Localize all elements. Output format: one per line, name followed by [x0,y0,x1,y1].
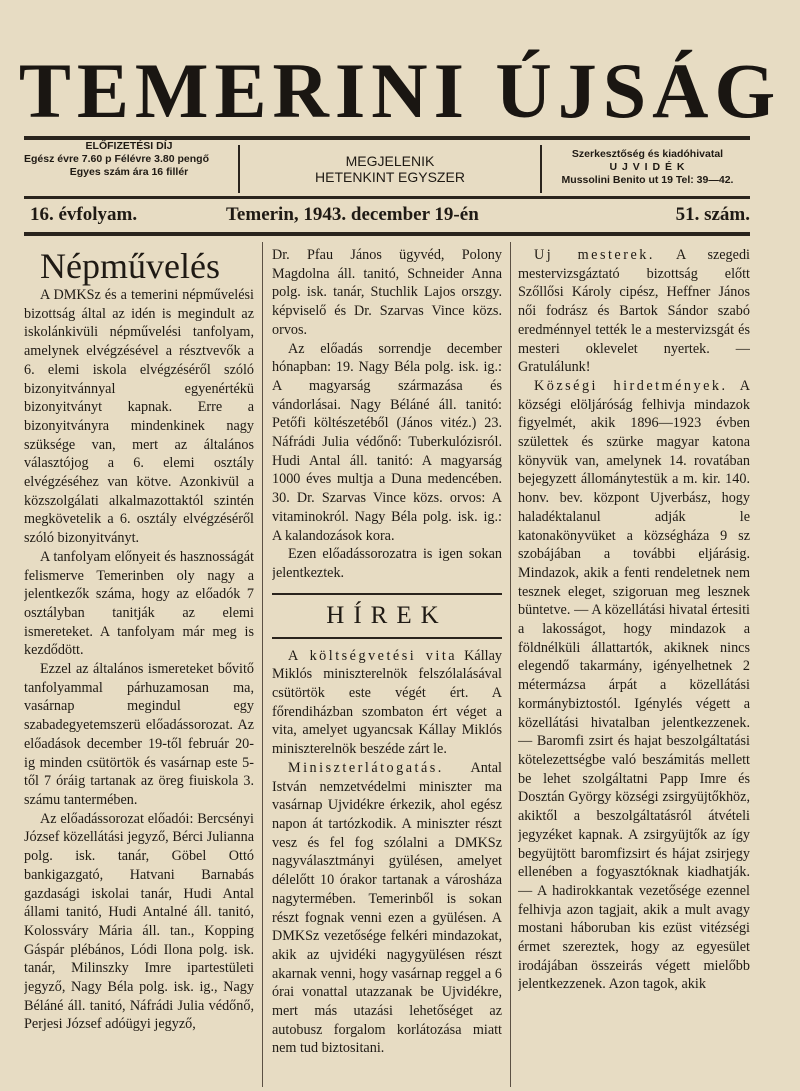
publication-line2: HETENKINT EGYSZER [315,169,465,185]
info-divider-right [540,145,542,193]
masthead-title: TEMERINI ÚJSÁG [18,47,782,134]
column-1 [24,246,254,1086]
article-paragraph: Ezzel az általános ismereteket bővitő tanfolyammal párhuzamosan ma, vasárnap megindul egy szabadegyetemszerü előadássorozat. Az előadások december 19-től február 20-ig minden csütörtök és vasárnap este 5-től 7 óráig tartanak az öreg fiuiskola 3. számu tantermében. [24,661,254,808]
info-divider-left [238,145,240,193]
news-item-heading: Miniszterlátogatás. [288,759,444,776]
news-item-heading: A költségvetési vita [288,647,458,664]
news-section-title: HÍREK [272,593,502,639]
column-2 [272,246,502,1086]
article-title: Népművelés [40,246,220,286]
subscription-heading: ELŐFIZETÉSI DÍJ [85,140,173,152]
issue-date: Temerin, 1943. december 19-én [226,204,479,225]
news-item [272,647,502,759]
article-paragraph: Dr. Pfau János ügyvéd, Polony Magdolna áll. tanitó, Schneider Anna polg. isk. tanár, Stuchlik Lajos orszgy. képviselő és Dr. Szarvas Vince közs. orvos. [272,247,502,338]
news-item [518,246,750,377]
news-item-text: Kállay Miklós miniszterelnök felszólalásával csütörtök este végét ért. A főrendiházban szombaton ért véget a vita, amelyet ugyancsak Kállay Miklós miniszterelnök beszéde zárt le. [272,647,502,758]
news-item-text: A szegedi mestervizsgáztató bizottság előtt Szőllősi Károly cipész, Heffner János női fodrász és Bartok Sándor szabó eredménnyel tették le a mestervizsgát és mesteri oklevelet nyertek. — Gratulálunk! [518,247,750,376]
news-item-heading: Községi hirdetmények. [534,377,728,394]
article-paragraph: Ezen előadássorozatra is igen sokan jelentkeztek. [272,546,502,581]
subscription-line1: Egész évre 7.60 p Félévre 3.80 pengő [24,153,210,165]
news-item [518,377,750,994]
mid-rule [24,196,750,199]
office-box [545,140,750,192]
issue-line [24,204,750,230]
office-line1: Szerkesztőség és kiadóhivatal [571,148,724,160]
office-line3: Mussolini Benito ut 19 Tel: 39—42. [561,174,734,186]
news-item [272,759,502,1058]
column-divider-1 [262,242,263,1087]
news-item-text: A községi elöljáróság felhivja mindazok figyelmét, akik 1896—1923 évben születtek és szürke magyar katona könyvük van, amelynek 14. rovatában bejegyzett állománytestük a m. kir. 140. honv. bev. központ Ujverbász, hogy haladéktalanul adják le katonakönyvüket a községháza 9 sz szobájában a további eljárásig. Mindazok, akik a fenti rendeletnek nem tesznek eleget, szigoruan meg lesznek büntetve. — A közellátási hivatal értesiti a lakosságot, hogy mindazok a földnélküli állattartók, akiknek nincs elegendő takarmány, igényelhetnek 2 métermázsa árpát a közellátási kormánybiztostól. Igénylés végett a közellátási hivatalban jelentkezzenek. — Baromfi zsirt és hajat beszolgáltatási kötelezettségbe való beszámitás mellett be lehet szolgáltatni Papp Imre és Dosztán György községi zsirgyüjtőkhöz, akiktől a beszolgáltatásról átvételi jegyzéket kapnak. A zsirgyüjtők az így begyüjtött baromfizsirt és hájat zsirjegy ellenében a fogyasztóknak kiadhatják. — A hadirokkantak vezetősége ezennel felhivja azon tagjait, akik a mult avagy mostani háboruban kis ezüst vitézségi érmet szereztek, hogy az egyesület irodájában összeirás végett mielőbb jelentkezzenek. Azon tagok, akik [518,377,750,993]
news-item-text: Antal István nemzetvédelmi miniszter ma vasárnap Ujvidékre érkezik, ahol egész napon át tartózkodik. A miniszter részt vesz és fel fog szólalni a DMKSz nagyválasztmányi gyülésen, amelyet délelőtt 10 órakor tartanak a városháza nagytermében. Temerinből is sokan részt fognak venni ezen a gyülésen. A DMKSz vezetősége felkéri mindazokat, akik az ujvidéki nagygyülésen részt akarnak venni, hogy vasárnap reggel a 6 órai vonattal utazzanak be Ujvidékre, mert más utazási lehetőséget az autobusz forgalom korlátozása miatt nem tud biztositani. [272,759,502,1057]
column-divider-2 [510,242,511,1087]
article-paragraph: A DMKSz és a temerini népművelési bizottság által az idén is megindult az iskolánkivüli népművelési tanfolyam, amelynek elvégzésével a résztvevők a 6. elemi iskola elvégzéséről szóló bizonyitvánnyal egyenértékü bizonyitványt kapnak. Erre a bizonyitványra mindenkinek nagy szüksége van, mert az általános választójog a 6. elemi osztály elvégzéséhez van kötve. Azonkivül a közszolgálati alkalmazottaktól szintén megkövetelik a 6. osztály elvégzéséről szóló bizonyitványt. [24,287,254,547]
column-3 [518,246,750,1086]
article-paragraph: Az előadássorozat előadói: Bercsényi József közellátási jegyző, Bérci Julianna polg. isk. tanár, Göbel Ottó bankigazgató, Hatvani Barnabás gazdasági iskolai tanár, Hudi Antal állami tanitó, Hudi Antalné áll. tanitó, Kolossváry Mária áll. tan., Kopping Gáspár plébános, Lódi Ilona polg. isk. tanár, Milinszky Imre ipartestületi jegyző, Nagy Béla polg. isk. ig., Nagy Béláné áll. tanitó, Náfrádi Julia védőnő, Perjesi József adóügyi jegyző, [24,810,254,1033]
publication-line1: MEGJELENIK [345,153,435,169]
news-item-heading: Uj mesterek. [534,247,655,263]
article-paragraph: Az előadás sorrendje december hónapban: 19. Nagy Béla polg. isk. ig.: A magyarság származása és vándorlásai. Nagy Béláné áll. tanitó: Petőfi költészetéből (János vitéz.) 23. Náfrádi Julia védőnő: Tuberkulózisról. Hudi Antal áll. tanitó: A magyarság 1000 éves multja a Duna medencében. 30. Dr. Szarvas Vince közs. orvos: A vitaminokról. Nagy Béla polg. isk. ig.: A kalandozások kora. [272,340,502,544]
subscription-box [24,140,234,192]
issue-number: 51. szám. [675,204,750,225]
subscription-line2: Egyes szám ára 16 fillér [69,166,189,178]
issue-volume: 16. évfolyam. [30,204,138,225]
office-line2: U J V I D É K [609,161,686,173]
lower-rule [24,232,750,236]
article-paragraph: A tanfolyam előnyeit és hasznosságát felismerve Temerinben oly nagy a jelentkezők száma, hogy az előadók 7 osztályban tanitják az elemi ismereteket. A tanfolyam már meg is kezdődött. [24,548,254,659]
